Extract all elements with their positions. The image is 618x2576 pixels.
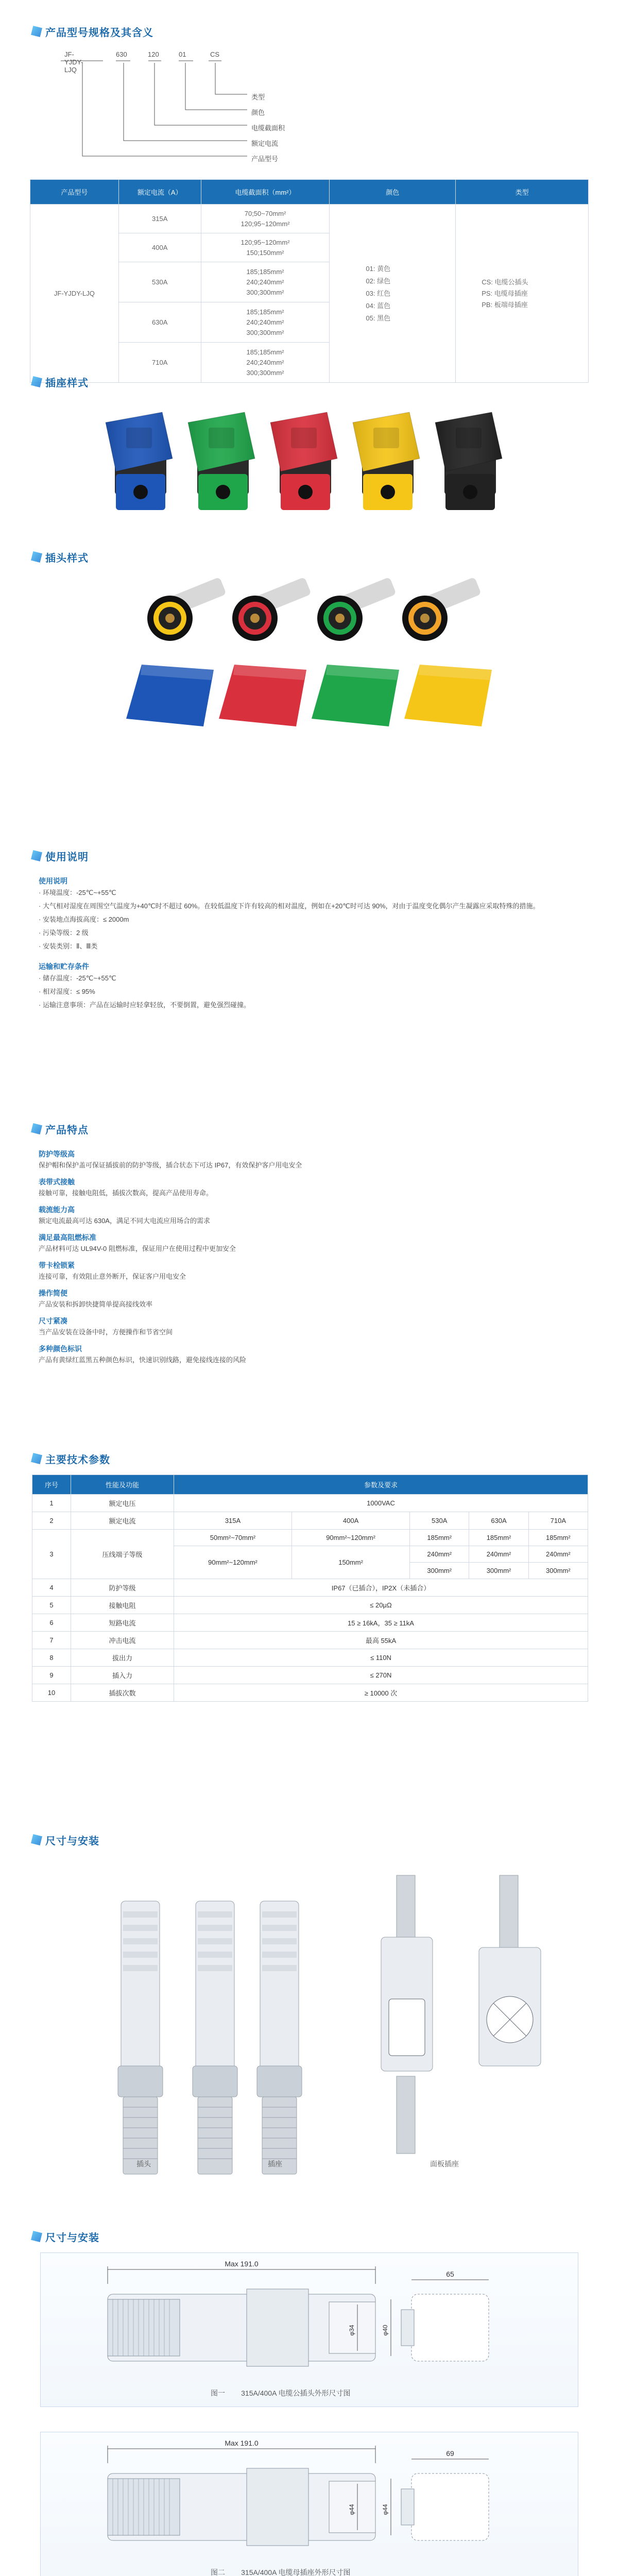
current-cell: 400A xyxy=(118,233,201,262)
fig2-cap: 图二 xyxy=(211,2568,225,2576)
length-label: Max 191.0 xyxy=(225,2439,259,2447)
tech-cell: 接触电阻 xyxy=(71,1597,174,1614)
panel-drawing xyxy=(381,1875,433,2154)
tech-row xyxy=(32,1667,588,1684)
feature-title: 带卡栓锁紧 xyxy=(39,1261,75,1269)
install-drawing xyxy=(0,1855,618,2215)
usage-line xyxy=(39,972,579,985)
label: 额定电流 xyxy=(251,140,279,147)
tech-cell: 300mm² xyxy=(528,1563,588,1579)
section-value: 120;95~120mm² xyxy=(241,238,290,246)
section-title: 主要技术参数 xyxy=(31,1451,110,1466)
model-table xyxy=(30,179,589,383)
usage-line xyxy=(39,913,579,926)
section-cell xyxy=(201,233,330,262)
section-value: 240;240mm² xyxy=(246,358,284,366)
tech-cell: 压线端子等级 xyxy=(71,1530,174,1579)
th: 性能及功能 xyxy=(71,1475,174,1495)
tech-cell: ≥ 10000 次 xyxy=(174,1684,588,1702)
tech-cell: 10 xyxy=(32,1684,71,1702)
env-list xyxy=(39,886,579,953)
feature-text: 产品有黄绿红蓝黑五种颜色标识，快速识别线路，避免接线连接的风险 xyxy=(39,1356,247,1364)
tech-cell: 50mm²~70mm² xyxy=(174,1530,292,1546)
current-cell: 530A xyxy=(118,262,201,302)
feature-title: 表带式接触 xyxy=(39,1178,75,1186)
usage-text: 安装地点海拔高度：≤ 2000m xyxy=(42,916,129,923)
socket-section xyxy=(0,371,618,546)
usage-line xyxy=(39,886,579,900)
section-value: 300;300mm² xyxy=(246,288,284,296)
tech-cell: 185mm² xyxy=(528,1530,588,1546)
feature-title: 防护等级高 xyxy=(39,1150,75,1158)
rib xyxy=(198,1911,232,1918)
color-item: 02: 绿色 xyxy=(366,277,391,285)
usage-line xyxy=(39,900,579,913)
tech-cell: 6 xyxy=(32,1614,71,1632)
socket-header xyxy=(0,371,89,393)
bullet: · xyxy=(39,889,43,896)
plug-pin xyxy=(250,614,260,623)
rib xyxy=(123,1952,158,1958)
tech-cell: IP67（已插合），IP2X（未插合） xyxy=(174,1579,588,1597)
plug-header xyxy=(0,546,89,568)
socket-red xyxy=(270,412,337,510)
tech-row xyxy=(32,1512,588,1530)
tech-cell: 185mm² xyxy=(469,1530,528,1546)
tech-cell: 185mm² xyxy=(410,1530,469,1546)
section-value: 185;185mm² xyxy=(246,267,284,276)
tech-cell: 冲击电流 xyxy=(71,1632,174,1649)
section-value: 120;95~120mm² xyxy=(241,219,290,228)
feature-title: 载流能力高 xyxy=(39,1206,75,1214)
tech-cell: 240mm² xyxy=(528,1546,588,1563)
features-list xyxy=(39,1144,579,1366)
section-title: 产品型号规格及其含义 xyxy=(31,24,153,39)
usage-line xyxy=(39,985,579,998)
model-lines xyxy=(0,0,618,175)
tech-row xyxy=(32,1579,588,1597)
feature-text: 产品材料可达 UL94V-0 阻燃标准，保证用户在使用过程中更加安全 xyxy=(39,1245,236,1252)
plug-connector xyxy=(402,577,482,641)
th: 参数及要求 xyxy=(174,1475,588,1495)
section-value: 185;185mm² xyxy=(246,348,284,356)
code-part: CS xyxy=(210,50,220,58)
tech-cell: 315A xyxy=(174,1512,292,1530)
store-list xyxy=(39,972,579,1012)
rib xyxy=(262,1938,297,1944)
section-title: 插座样式 xyxy=(31,375,89,389)
feature-text: 连接可靠，有效阻止意外断开，保证客户用电安全 xyxy=(39,1273,186,1280)
color-item: 03: 红色 xyxy=(366,289,391,297)
tech-cell: 530A xyxy=(410,1512,469,1530)
tech-cell: 额定电压 xyxy=(71,1495,174,1512)
current-cell: 630A xyxy=(118,302,201,343)
socket-hole xyxy=(463,485,477,499)
tech-cell: ≤ 20μΩ xyxy=(174,1597,588,1614)
usage-line xyxy=(39,926,579,940)
rib xyxy=(198,1925,232,1931)
tech-tbody xyxy=(32,1495,588,1702)
label: 产品型号 xyxy=(251,155,279,163)
socket-hole xyxy=(381,485,395,499)
section-title: 产品特点 xyxy=(31,1122,89,1137)
tech-cell: 400A xyxy=(292,1512,410,1530)
types-cell xyxy=(456,205,589,383)
section-value: 150;150mm² xyxy=(246,248,284,257)
usage-text: 环境温度：-25℃~+55℃ xyxy=(42,889,116,896)
bullet: · xyxy=(39,929,43,937)
tech-cell: 15 ≥ 16kA，35 ≥ 11kA xyxy=(174,1614,588,1632)
tech-cell: 短路电流 xyxy=(71,1614,174,1632)
rib xyxy=(123,1911,158,1918)
type-item: PB: 板端母插座 xyxy=(482,300,528,309)
bullet: · xyxy=(39,902,43,910)
rib xyxy=(198,1965,232,1971)
plug-cover xyxy=(126,665,214,726)
dims-section xyxy=(0,2226,618,2576)
side-view xyxy=(411,2473,489,2540)
tech-cell: 额定电流 xyxy=(71,1512,174,1530)
tech-header xyxy=(0,1448,110,1469)
dims-header xyxy=(0,2226,99,2247)
store-subtitle: 运输和贮存条件 xyxy=(39,962,89,971)
section-value: 300;300mm² xyxy=(246,328,284,336)
color-item: 01: 黄色 xyxy=(366,264,391,273)
caption-panel: 面板插座 xyxy=(430,2160,459,2168)
features-header xyxy=(0,1118,89,1140)
usage-body xyxy=(39,871,579,1012)
rib xyxy=(262,1925,297,1931)
plug-connector xyxy=(317,577,397,641)
bullet: · xyxy=(39,916,43,923)
usage-text: 储存温度：-25℃~+55℃ xyxy=(42,974,116,982)
model-row xyxy=(30,205,589,233)
bullet: · xyxy=(39,988,43,995)
usage-line xyxy=(39,940,579,953)
tech-section xyxy=(0,1448,618,1829)
tech-cell: ≤ 270N xyxy=(174,1667,588,1684)
side-stub xyxy=(401,2489,414,2525)
plug-pin xyxy=(165,614,175,623)
fig1-caption xyxy=(211,2388,351,2398)
plug-drawing xyxy=(118,1901,163,2174)
plug-connector xyxy=(147,577,227,641)
socket-hole xyxy=(298,485,313,499)
model-section xyxy=(0,0,618,377)
collar xyxy=(118,2066,163,2097)
current-cell: 710A xyxy=(118,343,201,383)
fig1-desc: 315A/400A 电缆公插头外形尺寸图 xyxy=(241,2389,351,2397)
features-section xyxy=(0,1118,618,1448)
fig1-panel xyxy=(40,2252,578,2407)
tech-cell: 2 xyxy=(32,1512,71,1530)
plug-pin xyxy=(420,614,430,623)
gland xyxy=(198,2097,232,2174)
side-stub xyxy=(401,2310,414,2346)
socket-hole xyxy=(133,485,148,499)
usage-header xyxy=(0,845,89,867)
tech-row xyxy=(32,1632,588,1649)
feature-title: 多种颜色标识 xyxy=(39,1345,82,1353)
rib xyxy=(123,1925,158,1931)
socket-drawing-a xyxy=(193,1901,237,2174)
socket-black xyxy=(435,412,502,510)
stud xyxy=(397,1875,415,1942)
diam-label: φ44 xyxy=(382,2504,389,2515)
install-header xyxy=(0,1829,99,1851)
feature-text: 当产品安装在设备中时，方便操作和节省空间 xyxy=(39,1328,173,1336)
plug-cover xyxy=(404,665,492,726)
fig2-drawing xyxy=(41,2432,579,2576)
collar xyxy=(193,2066,237,2097)
usage-text: 安装类别：Ⅱ、Ⅲ类 xyxy=(42,942,98,950)
rib xyxy=(123,1938,158,1944)
tech-cell: 1 xyxy=(32,1495,71,1512)
section-title: 尺寸与安装 xyxy=(31,1833,99,1848)
fig1-cap: 图一 xyxy=(211,2389,225,2397)
tech-cell: 插入力 xyxy=(71,1667,174,1684)
tech-row xyxy=(32,1530,588,1546)
label: 类型 xyxy=(251,93,265,101)
caption-plug: 插头 xyxy=(136,2160,151,2168)
panel-drawing-2 xyxy=(479,1875,541,2066)
section-value: 240;240mm² xyxy=(246,278,284,286)
section-cell xyxy=(201,262,330,302)
color-item: 05: 黑色 xyxy=(366,314,391,322)
section-value: 240;240mm² xyxy=(246,318,284,326)
stud xyxy=(500,1875,518,1947)
socket-hinge xyxy=(373,428,399,448)
tech-cell: 300mm² xyxy=(469,1563,528,1579)
install-section xyxy=(0,1829,618,2226)
type-item: CS: 电缆公插头 xyxy=(482,278,528,286)
section-cell xyxy=(201,205,330,233)
tech-cell: 90mm²~120mm² xyxy=(292,1530,410,1546)
bullet: · xyxy=(39,974,43,982)
feature-title: 尺寸紧凑 xyxy=(39,1317,67,1325)
usage-line xyxy=(39,998,579,1012)
side-view xyxy=(411,2294,489,2361)
rib xyxy=(262,1911,297,1918)
rib xyxy=(262,1952,297,1958)
plug-pin xyxy=(335,614,345,623)
fig2-panel xyxy=(40,2432,578,2576)
fig2-desc: 315A/400A 电缆母插座外形尺寸图 xyxy=(241,2568,351,2576)
product-cell: JF-YJDY-LJQ xyxy=(30,205,119,383)
section-title: 插头样式 xyxy=(31,550,89,565)
section-title: 尺寸与安装 xyxy=(31,2229,99,2244)
feature-title: 满足最高阻燃标准 xyxy=(39,1233,96,1242)
socket-hinge xyxy=(209,428,234,448)
tech-row xyxy=(32,1614,588,1632)
socket-image xyxy=(0,392,618,546)
tech-row xyxy=(32,1597,588,1614)
socket-hinge xyxy=(126,428,152,448)
tech-cell: 90mm²~120mm² xyxy=(174,1546,292,1579)
tech-cell: 最高 55kA xyxy=(174,1632,588,1649)
tech-cell: ≤ 110N xyxy=(174,1649,588,1667)
usage-text: 运输注意事项：产品在运输时应轻拿轻放，不要倒置，避免强烈碰撞。 xyxy=(42,1001,250,1009)
diam-label: φ44 xyxy=(348,2504,355,2515)
tech-cell: 710A xyxy=(528,1512,588,1530)
tech-cell: 4 xyxy=(32,1579,71,1597)
tech-cell: 5 xyxy=(32,1597,71,1614)
tech-cell: 3 xyxy=(32,1530,71,1579)
usage-text: 大气相对湿度在周围空气温度为+40℃时不超过 60%。在较低温度下许有较高的相对温度，例如在+20℃时可达 90%，对由于温度变化偶尔产生凝露应采取特殊的措施。 xyxy=(42,902,540,910)
th: 序号 xyxy=(32,1475,71,1495)
th: 额定电流（A） xyxy=(118,180,201,205)
plug-cover xyxy=(219,665,306,726)
collar xyxy=(257,2066,302,2097)
model-labels xyxy=(251,90,285,167)
section-cell xyxy=(201,302,330,343)
type-item: PS: 电缆母插座 xyxy=(482,289,528,297)
section-value: 300;300mm² xyxy=(246,368,284,377)
socket-blue xyxy=(106,412,173,510)
tech-cell: 7 xyxy=(32,1632,71,1649)
length-label: Max 191.0 xyxy=(225,2260,259,2268)
rib xyxy=(123,1965,158,1971)
bullet: · xyxy=(39,942,43,950)
plug-connector xyxy=(232,577,312,641)
code-part: 01 xyxy=(179,50,186,58)
plug-image xyxy=(0,572,618,840)
fig-collar xyxy=(247,2289,308,2366)
rib xyxy=(198,1952,232,1958)
rib xyxy=(262,1965,297,1971)
plug-cover xyxy=(312,665,399,726)
tech-cell: 150mm² xyxy=(292,1546,410,1579)
panel-window xyxy=(389,1999,425,2056)
tech-table xyxy=(32,1475,588,1702)
tech-row xyxy=(32,1684,588,1702)
label: 电缆截面积 xyxy=(251,124,285,132)
tech-cell: 630A xyxy=(469,1512,528,1530)
tech-cell: 8 xyxy=(32,1649,71,1667)
panel-gland xyxy=(397,2076,415,2154)
tech-cell: 300mm² xyxy=(410,1563,469,1579)
fig1-drawing xyxy=(41,2253,579,2408)
code-part: 630 xyxy=(116,50,127,58)
th: 颜色 xyxy=(330,180,456,205)
usage-section xyxy=(0,845,618,1118)
feature-text: 接触可靠，接触电阻低，插拔次数高，提高产品使用寿命。 xyxy=(39,1189,213,1197)
th: 产品型号 xyxy=(30,180,119,205)
rib xyxy=(198,1938,232,1944)
feature-text: 保护帽和保护盖可保证插拔前的防护等级，插合状态下可达 IP67，有效保护客户用电安全 xyxy=(39,1161,302,1169)
current-cell: 315A xyxy=(118,205,201,233)
tech-cell: 240mm² xyxy=(469,1546,528,1563)
tech-cell: 240mm² xyxy=(410,1546,469,1563)
plug-section xyxy=(0,546,618,845)
feature-title: 操作简便 xyxy=(39,1289,67,1297)
model-tbody xyxy=(30,205,589,383)
code-part: 120 xyxy=(148,50,159,58)
width-label: 65 xyxy=(446,2270,454,2278)
th: 电缆截面积（mm²） xyxy=(201,180,330,205)
tech-row xyxy=(32,1495,588,1512)
tech-cell: 拔出力 xyxy=(71,1649,174,1667)
th: 类型 xyxy=(456,180,589,205)
diam-label: φ40 xyxy=(382,2325,389,2336)
feature-text: 产品安装和拆卸快捷简单提高接线效率 xyxy=(39,1300,153,1308)
bullet: · xyxy=(39,1001,43,1009)
caption-socket: 插座 xyxy=(268,2160,282,2168)
diam-label: φ34 xyxy=(348,2325,355,2336)
section-value: 70;50~70mm² xyxy=(244,209,286,217)
socket-yellow xyxy=(353,412,420,510)
section-value: 185;185mm² xyxy=(246,308,284,316)
section-title: 使用说明 xyxy=(31,849,89,863)
usage-text: 相对湿度：≤ 95% xyxy=(42,988,95,995)
label: 颜色 xyxy=(251,109,265,116)
width-label: 69 xyxy=(446,2449,454,2458)
socket-hinge xyxy=(456,428,482,448)
tech-row xyxy=(32,1649,588,1667)
color-item: 04: 蓝色 xyxy=(366,301,391,310)
fig2-caption xyxy=(211,2567,351,2576)
socket-green xyxy=(188,412,255,510)
usage-text: 污染等级：2 级 xyxy=(42,929,89,937)
socket-hole xyxy=(216,485,230,499)
tech-cell: 9 xyxy=(32,1667,71,1684)
tech-cell: 防护等级 xyxy=(71,1579,174,1597)
usage-subtitle: 使用说明 xyxy=(39,877,67,885)
tech-cell: 1000VAC xyxy=(174,1495,588,1512)
socket-hinge xyxy=(291,428,317,448)
code-part: JF-YJDY-LJQ xyxy=(64,50,83,74)
feature-text: 额定电流最高可达 630A，满足不同大电流应用场合的需求 xyxy=(39,1217,210,1225)
colors-cell xyxy=(330,205,456,383)
fig-collar xyxy=(247,2468,308,2546)
tech-cell: 插拔次数 xyxy=(71,1684,174,1702)
socket-drawing-b xyxy=(257,1901,302,2174)
